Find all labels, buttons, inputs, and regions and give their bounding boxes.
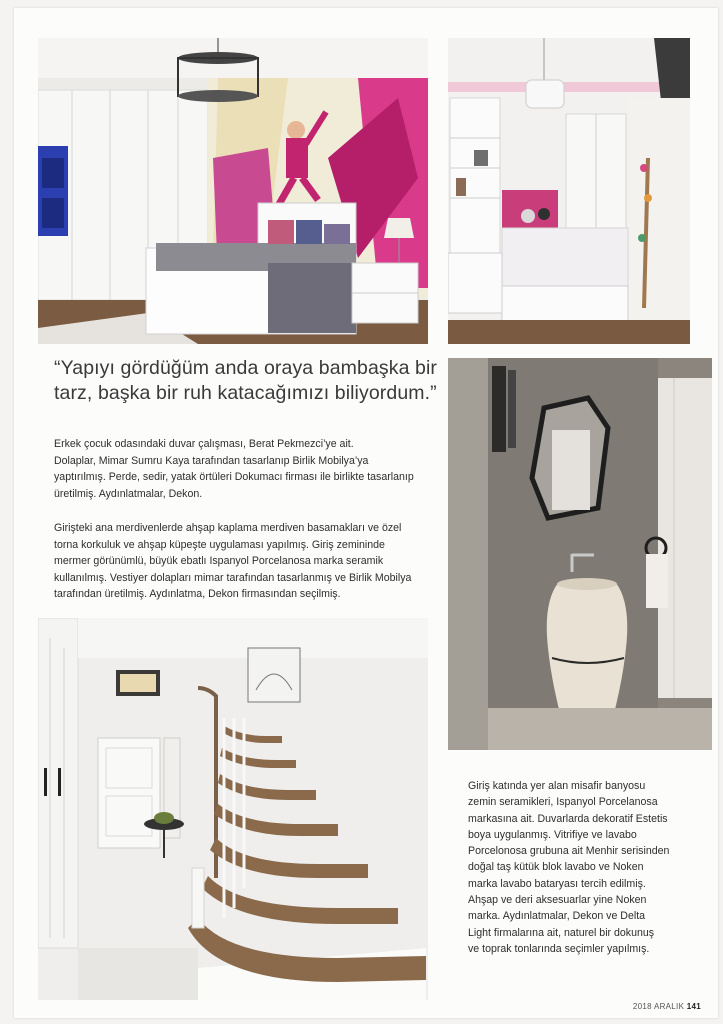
paragraph-bedroom (54, 436, 446, 502)
magazine-page (14, 8, 718, 1018)
text-line: üretilmiş. Aydınlatmalar, Dekon. (54, 487, 203, 500)
text-line: kullanılmış. Vestiyer dolapları mimar tarafından tasarlanmış ve Birlik Mobilya (54, 571, 412, 584)
text-line: yaptırılmış. Perde, sedir, yatak örtüleri Dokumacı firması ile birlikte tasarlanıp (54, 471, 414, 484)
text-line: marka lavabo bataryası tercih edilmiş. (468, 877, 646, 890)
text-line: Giriş katında yer alan misafir banyosu (468, 780, 646, 792)
text-line: Porcelonosa grubuna ait Menhir serisinden (468, 845, 670, 858)
pull-quote-line-2: tarz, başka bir ruh katacağımızı biliyordum.” (54, 382, 437, 404)
text-line: zemin seramikleri, Ispanyol Porcelanosa (468, 796, 658, 809)
text-line: mermer görünümlü, büyük ebatlı Ispanyol Porcelanosa marka seramik (54, 555, 384, 568)
photo-girls-bedroom (448, 38, 690, 344)
text-line: torna korkuluk ve ahşap küpeşte uygulaması yapılmış. Giriş zemininde (54, 538, 385, 551)
photo-entrance-staircase (38, 618, 428, 1000)
text-line: marka. Aydınlatmalar, Dekon ve Delta (468, 910, 646, 923)
text-line: Erkek çocuk odasındaki duvar çalışması, Berat Pekmezci’ye ait. (54, 438, 354, 450)
text-line: boya uygulanmış. Vitrifiye ve lavabo (468, 828, 637, 841)
photo-guest-bathroom (448, 358, 712, 750)
photo-boys-bedroom (38, 38, 428, 344)
paragraph-staircase (54, 520, 446, 603)
page-number: 141 (686, 1002, 701, 1011)
text-line: Light firmalarına ait, naturel bir dokunuş (468, 926, 655, 939)
text-line: tarafından üretilmiş. Aydınlatma, Dekon firmasından seçilmiş. (54, 588, 341, 601)
page-folio (633, 1002, 701, 1011)
text-line: ve toprak tonlarında seçimler yapılmış. (468, 942, 650, 955)
pull-quote (54, 356, 444, 406)
caption-bathroom (468, 778, 718, 957)
text-line: markasına ait. Duvarlarda dekoratif Estetis (468, 812, 668, 825)
text-line: Girişteki ana merdivenlerde ahşap kaplama merdiven basamakları ve özel (54, 522, 402, 534)
folio-date: 2018 ARALIK (632, 1002, 685, 1011)
text-line: Dolaplar, Mimar Sumru Kaya tarafından tasarlanıp Birlik Mobilya’ya (54, 454, 369, 467)
pull-quote-line-1: “Yapıyı gördüğüm anda oraya bambaşka bir (54, 357, 438, 379)
text-line: doğal taş kütük blok lavabo ve Noken (468, 861, 644, 874)
text-line: Ahşap ve deri aksesuarlar yine Noken (468, 894, 647, 907)
